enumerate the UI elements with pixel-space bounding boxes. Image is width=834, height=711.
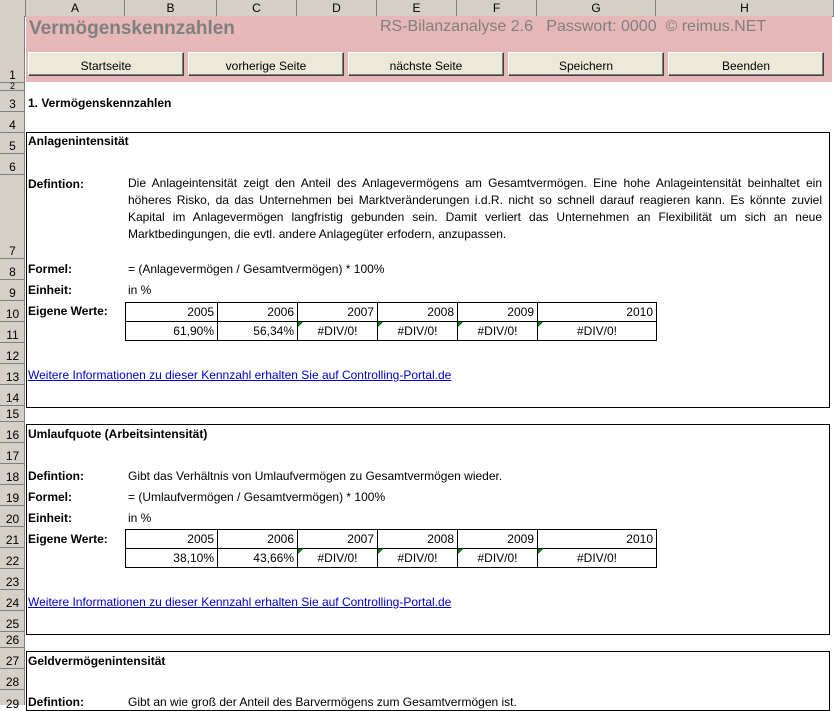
kpi-title: Anlagenintensität (28, 134, 129, 148)
column-header-d[interactable]: D (297, 0, 377, 16)
column-header-h[interactable]: H (656, 0, 834, 16)
year-cell[interactable]: 2009 (458, 530, 538, 549)
save-button[interactable]: Speichern (508, 52, 664, 76)
row-header[interactable]: 3 (0, 91, 25, 112)
value-cell-error[interactable]: #DIV/0! (538, 549, 657, 568)
row-header[interactable]: 12 (0, 343, 25, 364)
row-header[interactable]: 18 (0, 464, 25, 485)
row-header[interactable]: 4 (0, 112, 25, 133)
row-header[interactable]: 16 (0, 422, 25, 443)
row-header[interactable]: 2 (0, 83, 25, 91)
definition-text: Die Anlageintensität zeigt den Anteil des Anlagevermögens am Gesamtvermögen. Eine hohe Anlageintensität beinhaltet ein höheres Risko, da das Unternehmen bei Marktveränderungen i.d.R. nicht so schnell darauf reagieren kann. Es könnte zuviel Kapital im Anlagevermögen langfristig gebunden sein. Damit verliert das Unternehmen an Flexibilität um sich an neue Marktbedingungen, die evtl. andere Anlagegüter erfodern, anzupassen. (128, 176, 822, 241)
unit-label: Einheit: (28, 511, 72, 525)
column-header-b[interactable]: B (125, 0, 217, 16)
values-label: Eigene Werte: (28, 304, 108, 318)
row-header[interactable]: 13 (0, 364, 25, 385)
value-cell-error[interactable]: #DIV/0! (458, 322, 538, 341)
column-header-bar (0, 0, 834, 17)
row-header[interactable]: 8 (0, 259, 25, 280)
kpi-title: Umlaufquote (Arbeitsintensität) (28, 427, 208, 441)
unit-text: in % (128, 511, 152, 525)
error-indicator-icon (538, 549, 543, 554)
start-page-button[interactable]: Startseite (28, 52, 184, 76)
column-header-e[interactable]: E (377, 0, 457, 16)
row-header[interactable]: 21 (0, 527, 25, 548)
section-title: 1. Vermögenskennzahlen (28, 96, 172, 110)
definition-text: Gibt an wie groß der Anteil des Barvermögens zum Gesamtvermögen ist. (128, 695, 517, 709)
formula-label: Formel: (28, 262, 73, 276)
error-indicator-icon (538, 322, 543, 327)
row-header-bar (0, 16, 25, 711)
value-cell[interactable]: 61,90% (126, 322, 218, 341)
value-cell-error[interactable]: #DIV/0! (298, 549, 378, 568)
table-row (126, 322, 657, 341)
year-cell[interactable]: 2008 (378, 303, 458, 322)
row-header[interactable]: 29 (5, 697, 20, 711)
value-cell-error[interactable]: #DIV/0! (458, 549, 538, 568)
row-header[interactable]: 23 (0, 569, 25, 590)
year-cell[interactable]: 2010 (538, 530, 657, 549)
error-indicator-icon (458, 549, 463, 554)
table-row (126, 303, 657, 322)
year-cell[interactable]: 2005 (126, 303, 218, 322)
year-cell[interactable]: 2005 (126, 530, 218, 549)
value-cell[interactable]: 38,10% (126, 549, 218, 568)
table-row (126, 530, 657, 549)
value-cell-error[interactable]: #DIV/0! (298, 322, 378, 341)
value-cell[interactable]: 43,66% (218, 549, 298, 568)
row-header[interactable]: 26 (0, 632, 25, 648)
definition-text: Gibt das Verhältnis von Umlaufvermögen zu Gesamtvermögen wieder. (128, 469, 503, 483)
values-table (125, 529, 657, 568)
year-cell[interactable]: 2006 (218, 303, 298, 322)
row-header[interactable]: 11 (0, 322, 25, 343)
row-header[interactable]: 24 (0, 590, 25, 611)
select-all-corner[interactable] (0, 0, 26, 16)
definition-label: Defintion: (28, 695, 84, 709)
definition-label: Defintion: (28, 177, 84, 191)
year-cell[interactable]: 2009 (458, 303, 538, 322)
year-cell[interactable]: 2006 (218, 530, 298, 549)
row-header[interactable]: 19 (0, 485, 25, 506)
more-info-link[interactable]: Weitere Informationen zu dieser Kennzahl erhalten Sie auf Controlling-Portal.de (28, 368, 452, 382)
row-header[interactable]: 17 (0, 443, 25, 464)
quit-button[interactable]: Beenden (668, 52, 824, 76)
values-label: Eigene Werte: (28, 532, 108, 546)
kpi-title: Geldvermögenintensität (28, 654, 166, 668)
row-header[interactable]: 28 (0, 669, 25, 690)
row-header[interactable]: 5 (0, 133, 25, 154)
year-cell[interactable]: 2007 (298, 303, 378, 322)
row-header[interactable]: 9 (0, 280, 25, 301)
column-header-f[interactable]: F (457, 0, 537, 16)
unit-label: Einheit: (28, 283, 72, 297)
error-indicator-icon (378, 549, 383, 554)
row-header[interactable]: 22 (0, 548, 25, 569)
app-info: RS-Bilanzanalyse 2.6 Passwort: 0000 © reimus.NET (380, 18, 767, 35)
header-banner (26, 16, 832, 82)
error-indicator-icon (458, 322, 463, 327)
more-info-link[interactable]: Weitere Informationen zu dieser Kennzahl erhalten Sie auf Controlling-Portal.de (28, 595, 452, 609)
year-cell[interactable]: 2010 (538, 303, 657, 322)
formula-label: Formel: (28, 490, 73, 504)
definition-label: Defintion: (28, 469, 84, 483)
row-header[interactable]: 14 (0, 385, 25, 406)
column-header-a[interactable]: A (26, 0, 125, 16)
year-cell[interactable]: 2007 (298, 530, 378, 549)
app-title: Vermögenskennzahlen (29, 18, 235, 39)
table-row (126, 549, 657, 568)
value-cell[interactable]: 56,34% (218, 322, 298, 341)
next-page-button[interactable]: nächste Seite (348, 52, 504, 76)
year-cell[interactable]: 2008 (378, 530, 458, 549)
previous-page-button[interactable]: vorherige Seite (188, 52, 344, 76)
row-header[interactable]: 20 (0, 506, 25, 527)
row-header[interactable]: 27 (0, 648, 25, 669)
value-cell-error[interactable]: #DIV/0! (538, 322, 657, 341)
row-header[interactable]: 1 (0, 16, 25, 83)
error-indicator-icon (298, 322, 303, 327)
row-header[interactable]: 25 (0, 611, 25, 632)
column-header-g[interactable]: G (537, 0, 656, 16)
formula-text: = (Umlaufvermögen / Gesamtvermögen) * 100% (128, 490, 386, 504)
row-header[interactable]: 6 (0, 154, 25, 175)
values-table (125, 302, 657, 341)
error-indicator-icon (298, 549, 303, 554)
unit-text: in % (128, 283, 152, 297)
value-cell-error[interactable]: #DIV/0! (378, 549, 458, 568)
formula-text: = (Anlagevermögen / Gesamtvermögen) * 100% (128, 262, 385, 276)
column-header-c[interactable]: C (217, 0, 297, 16)
row-header[interactable]: 15 (0, 406, 25, 422)
value-cell-error[interactable]: #DIV/0! (378, 322, 458, 341)
row-header[interactable]: 10 (0, 301, 25, 322)
error-indicator-icon (378, 322, 383, 327)
row-header[interactable]: 7 (0, 175, 25, 259)
